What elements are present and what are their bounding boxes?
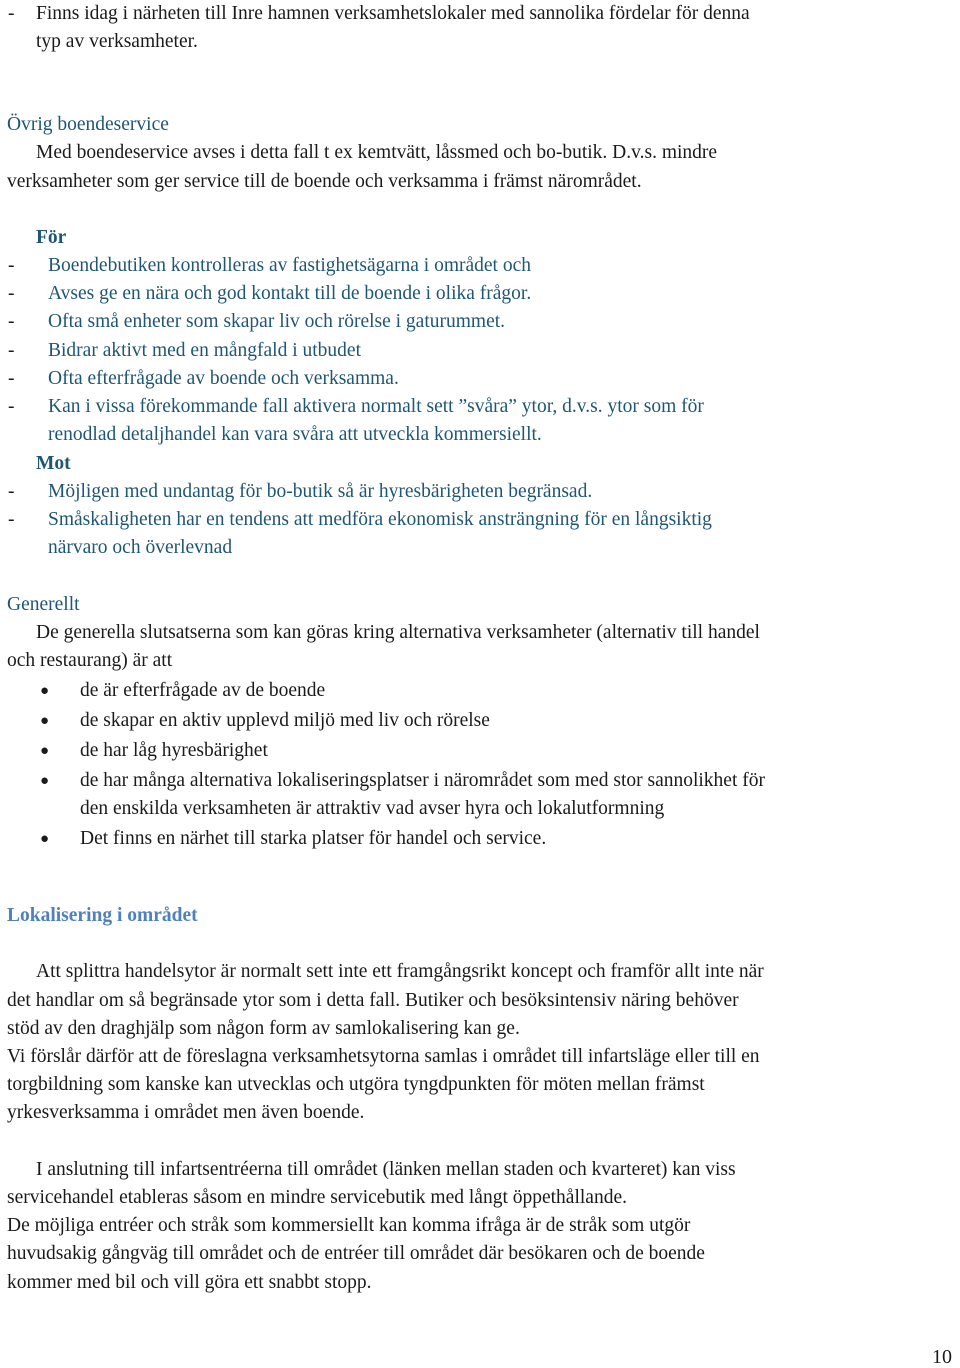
paragraph-line: torgbildning som kanske kan utvecklas och utgöra tyngdpunkten för möten mellan främst [7, 1074, 705, 1095]
list-item: Ofta efterfrågade av boende och verksamma. [48, 368, 399, 389]
paragraph-line: det handlar om så begränsade ytor som i detta fall. Butiker och besöksintensiv näring behöver [7, 990, 739, 1011]
paragraph-line: Vi förslår därför att de föreslagna verksamhetsytorna samlas i området till infartsläge eller till en [7, 1046, 760, 1067]
page-number: 10 [932, 1346, 952, 1368]
list-item: Boendebutiken kontrolleras av fastighetsägarna i området och [48, 255, 532, 276]
list-dash: - [8, 340, 15, 361]
subheading-for: För [36, 227, 67, 248]
bullet-icon: ● [40, 773, 50, 789]
section-heading-lokalisering: Lokalisering i området [7, 905, 198, 926]
list-dash: - [8, 283, 15, 304]
bullet-item: de har många alternativa lokaliseringsplatser i närområdet som med stor sannolikhet för [80, 770, 765, 791]
paragraph-line: I anslutning till infartsentréerna till området (länken mellan staden och kvarteret) kan viss [36, 1159, 736, 1180]
bullet-item: de är efterfrågade av de boende [80, 680, 326, 701]
list-item-continuation: närvaro och överlevnad [48, 537, 233, 558]
bullet-icon: ● [40, 683, 50, 699]
intro-line: Finns idag i närheten till Inre hamnen verksamhetslokaler med sannolika fördelar för denna [36, 3, 750, 24]
section-heading-ovrig: Övrig boendeservice [7, 114, 169, 135]
paragraph-line: verksamheter som ger service till de boende och verksamma i främst närområdet. [7, 171, 642, 192]
paragraph-line: huvudsakig gångväg till området och de entréer till området där besökaren och de boende [7, 1243, 705, 1264]
list-dash: - [8, 396, 15, 417]
list-item: Möjligen med undantag för bo-butik så är hyresbärigheten begränsad. [48, 481, 593, 502]
list-item: Kan i vissa förekommande fall aktivera normalt sett ”svåra” ytor, d.v.s. ytor som för [48, 396, 704, 417]
paragraph-line: Med boendeservice avses i detta fall t ex kemtvätt, låssmed och bo-butik. D.v.s. mindre [36, 142, 718, 163]
list-dash: - [8, 368, 15, 389]
paragraph-line: yrkesverksamma i området men även boende. [7, 1102, 365, 1123]
bullet-item: de har låg hyresbärighet [80, 740, 268, 761]
list-item-continuation: renodlad detaljhandel kan vara svåra att utveckla kommersiellt. [48, 424, 542, 445]
bullet-item-continuation: den enskilda verksamheten är attraktiv vad avser hyra och lokalutformning [80, 798, 665, 819]
list-item: Småskaligheten har en tendens att medföra ekonomisk ansträngning för en långsiktig [48, 509, 712, 530]
paragraph-line: servicehandel etableras såsom en mindre servicebutik med långt öppethållande. [7, 1187, 627, 1208]
paragraph-line: stöd av den draghjälp som någon form av samlokalisering kan ge. [7, 1018, 520, 1039]
intro-line: typ av verksamheter. [36, 31, 198, 52]
paragraph-line: Att splittra handelsytor är normalt sett inte ett framgångsrikt koncept och framför allt inte när [36, 961, 764, 982]
bullet-icon: ● [40, 743, 50, 759]
list-dash: - [8, 311, 15, 332]
paragraph-line: kommer med bil och vill göra ett snabbt stopp. [7, 1272, 372, 1293]
bullet-item: de skapar en aktiv upplevd miljö med liv och rörelse [80, 710, 490, 731]
list-item: Bidrar aktivt med en mångfald i utbudet [48, 340, 361, 361]
list-item: Avses ge en nära och god kontakt till de boende i olika frågor. [48, 283, 532, 304]
paragraph-line: De generella slutsatserna som kan göras kring alternativa verksamheter (alternativ till handel [36, 622, 760, 643]
paragraph-line: De möjliga entréer och stråk som kommersiellt kan komma ifråga är de stråk som utgör [7, 1215, 691, 1236]
list-dash: - [8, 255, 15, 276]
paragraph-line: och restaurang) är att [7, 650, 173, 671]
list-dash: - [8, 481, 15, 502]
bullet-icon: ● [40, 831, 50, 847]
list-dash: - [8, 3, 15, 24]
bullet-icon: ● [40, 713, 50, 729]
bullet-item: Det finns en närhet till starka platser för handel och service. [80, 828, 547, 849]
list-item: Ofta små enheter som skapar liv och rörelse i gaturummet. [48, 311, 506, 332]
subheading-mot: Mot [36, 453, 71, 474]
list-dash: - [8, 509, 15, 530]
section-heading-generellt: Generellt [7, 594, 80, 615]
